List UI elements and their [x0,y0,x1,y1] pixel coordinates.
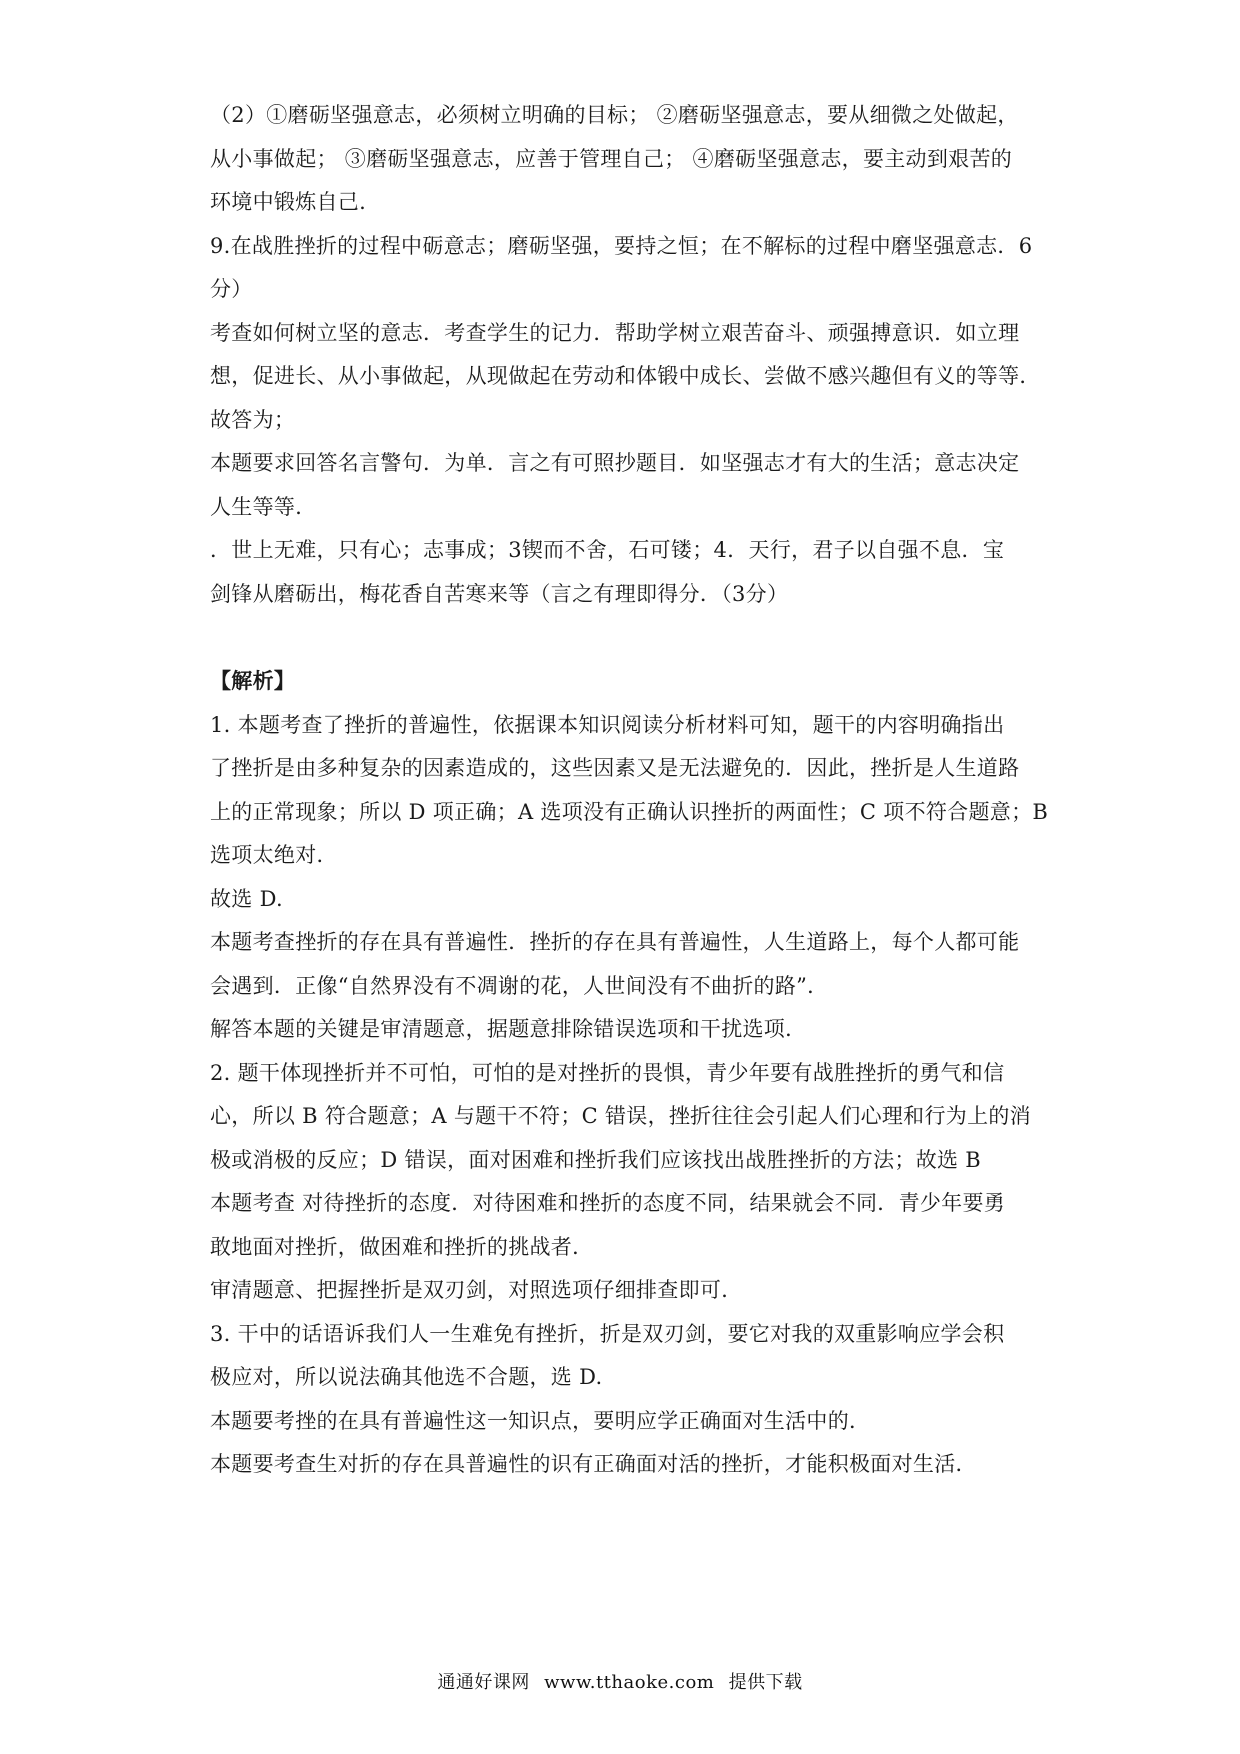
text-line: 本题要求回答名言警句．为单．言之有可照抄题目．如坚强志才有大的生活；意志决定 [210,451,1020,475]
text-line: 会遇到．正像“自然界没有不凋谢的花，人世间没有不曲折的路”． [210,973,829,998]
text-line: 本题要考挫的在具有普遍性这一知识点，要明应学正确面对生活中的． [210,1408,871,1433]
footer-url[interactable]: www.tthaoke.com [544,1672,715,1693]
section-heading: 【解析】 [210,669,296,693]
text-line: 心，所以 B 符合题意；A 与题干不符；C 错误，挫折往往会引起人们心理和行为上的消 [210,1104,1031,1128]
text-line: 故答为； [210,407,296,432]
text-line: 环境中锻炼自己. [210,190,367,214]
text-line: 分） [210,277,253,301]
text-line: 敢地面对挫折，做困难和挫折的挑战者． [210,1234,594,1259]
text-line: 从小事做起； ③磨砺坚强意志，应善于管理自己； ④磨砺坚强意志，要主动到艰苦的 [210,146,1013,171]
text-line: 想，促进长、从小事做起，从现做起在劳动和体锻中成长、尝做不感兴趣但有义的等等． [210,364,1041,388]
text-line: 了挫折是由多种复杂的因素造成的，这些因素又是无法避免的．因此，挫折是人生道路 [210,756,1020,780]
page-footer [0,1668,1240,1694]
text-line: 极或消极的反应；D 错误，面对困难和挫折我们应该找出战胜挫折的方法；故选 B [210,1147,982,1172]
footer-suffix: 提供下载 [728,1672,803,1693]
text-line: 3. 干中的话语诉我们人一生难免有挫折，折是双刃剑，要它对我的双重影响应学会积 [210,1321,1005,1346]
text-line: 极应对，所以说法确其他选不合题，选 D. [210,1365,603,1389]
text-line: （2）①磨砺坚强意志，必须树立明确的目标； ②磨砺坚强意志，要从细微之处做起， [210,103,1019,127]
text-line: 人生等等． [210,494,317,519]
text-line: 上的正常现象；所以 D 项正确；A 选项没有正确认识挫折的两面性；C 项不符合题意；B [210,799,1049,824]
text-line: ．世上无难，只有心；志事成；3锲而不舍，石可镂；4．天行，君子以自强不息．宝 [210,538,1005,562]
text-line: 本题考查挫折的存在具有普遍性．挫折的存在具有普遍性，人生道路上，每个人都可能 [210,930,1020,954]
text-line: 1. 本题考查了挫折的普遍性，依据课本知识阅读分析材料可知，题干的内容明确指出 [210,712,1005,737]
text-line: 本题考查 对待挫折的态度．对待困难和挫折的态度不同，结果就会不同．青少年要勇 [210,1191,1006,1215]
text-line: 2. 题干体现挫折并不可怕，可怕的是对挫折的畏惧，青少年要有战胜挫折的勇气和信 [210,1060,1005,1085]
text-line: 9.在战胜挫折的过程中砺意志；磨砺坚强，要持之恒；在不解标的过程中磨坚强意志．6 [210,233,1033,258]
text-line: 解答本题的关键是审清题意，据题意排除错误选项和干扰选项． [210,1017,807,1041]
text-line: 本题要考查生对折的存在具普遍性的识有正确面对活的挫折，才能积极面对生活． [210,1452,977,1476]
document-body [210,94,1049,1487]
text-line: 剑锋从磨砺出，梅花香自苦寒来等（言之有理即得分．（3分） [210,581,789,606]
text-line: 考查如何树立坚的意志．考查学生的记力．帮助学树立艰苦奋斗、顽强搏意识．如立理 [210,320,1020,345]
text-line: 审清题意、把握挫折是双刃剑，对照选项仔细排查即可． [210,1278,743,1302]
text-line: 故选 D. [210,886,283,911]
text-line: 选项太绝对． [210,843,338,867]
footer-site-name: 通通好课网 [437,1672,530,1693]
